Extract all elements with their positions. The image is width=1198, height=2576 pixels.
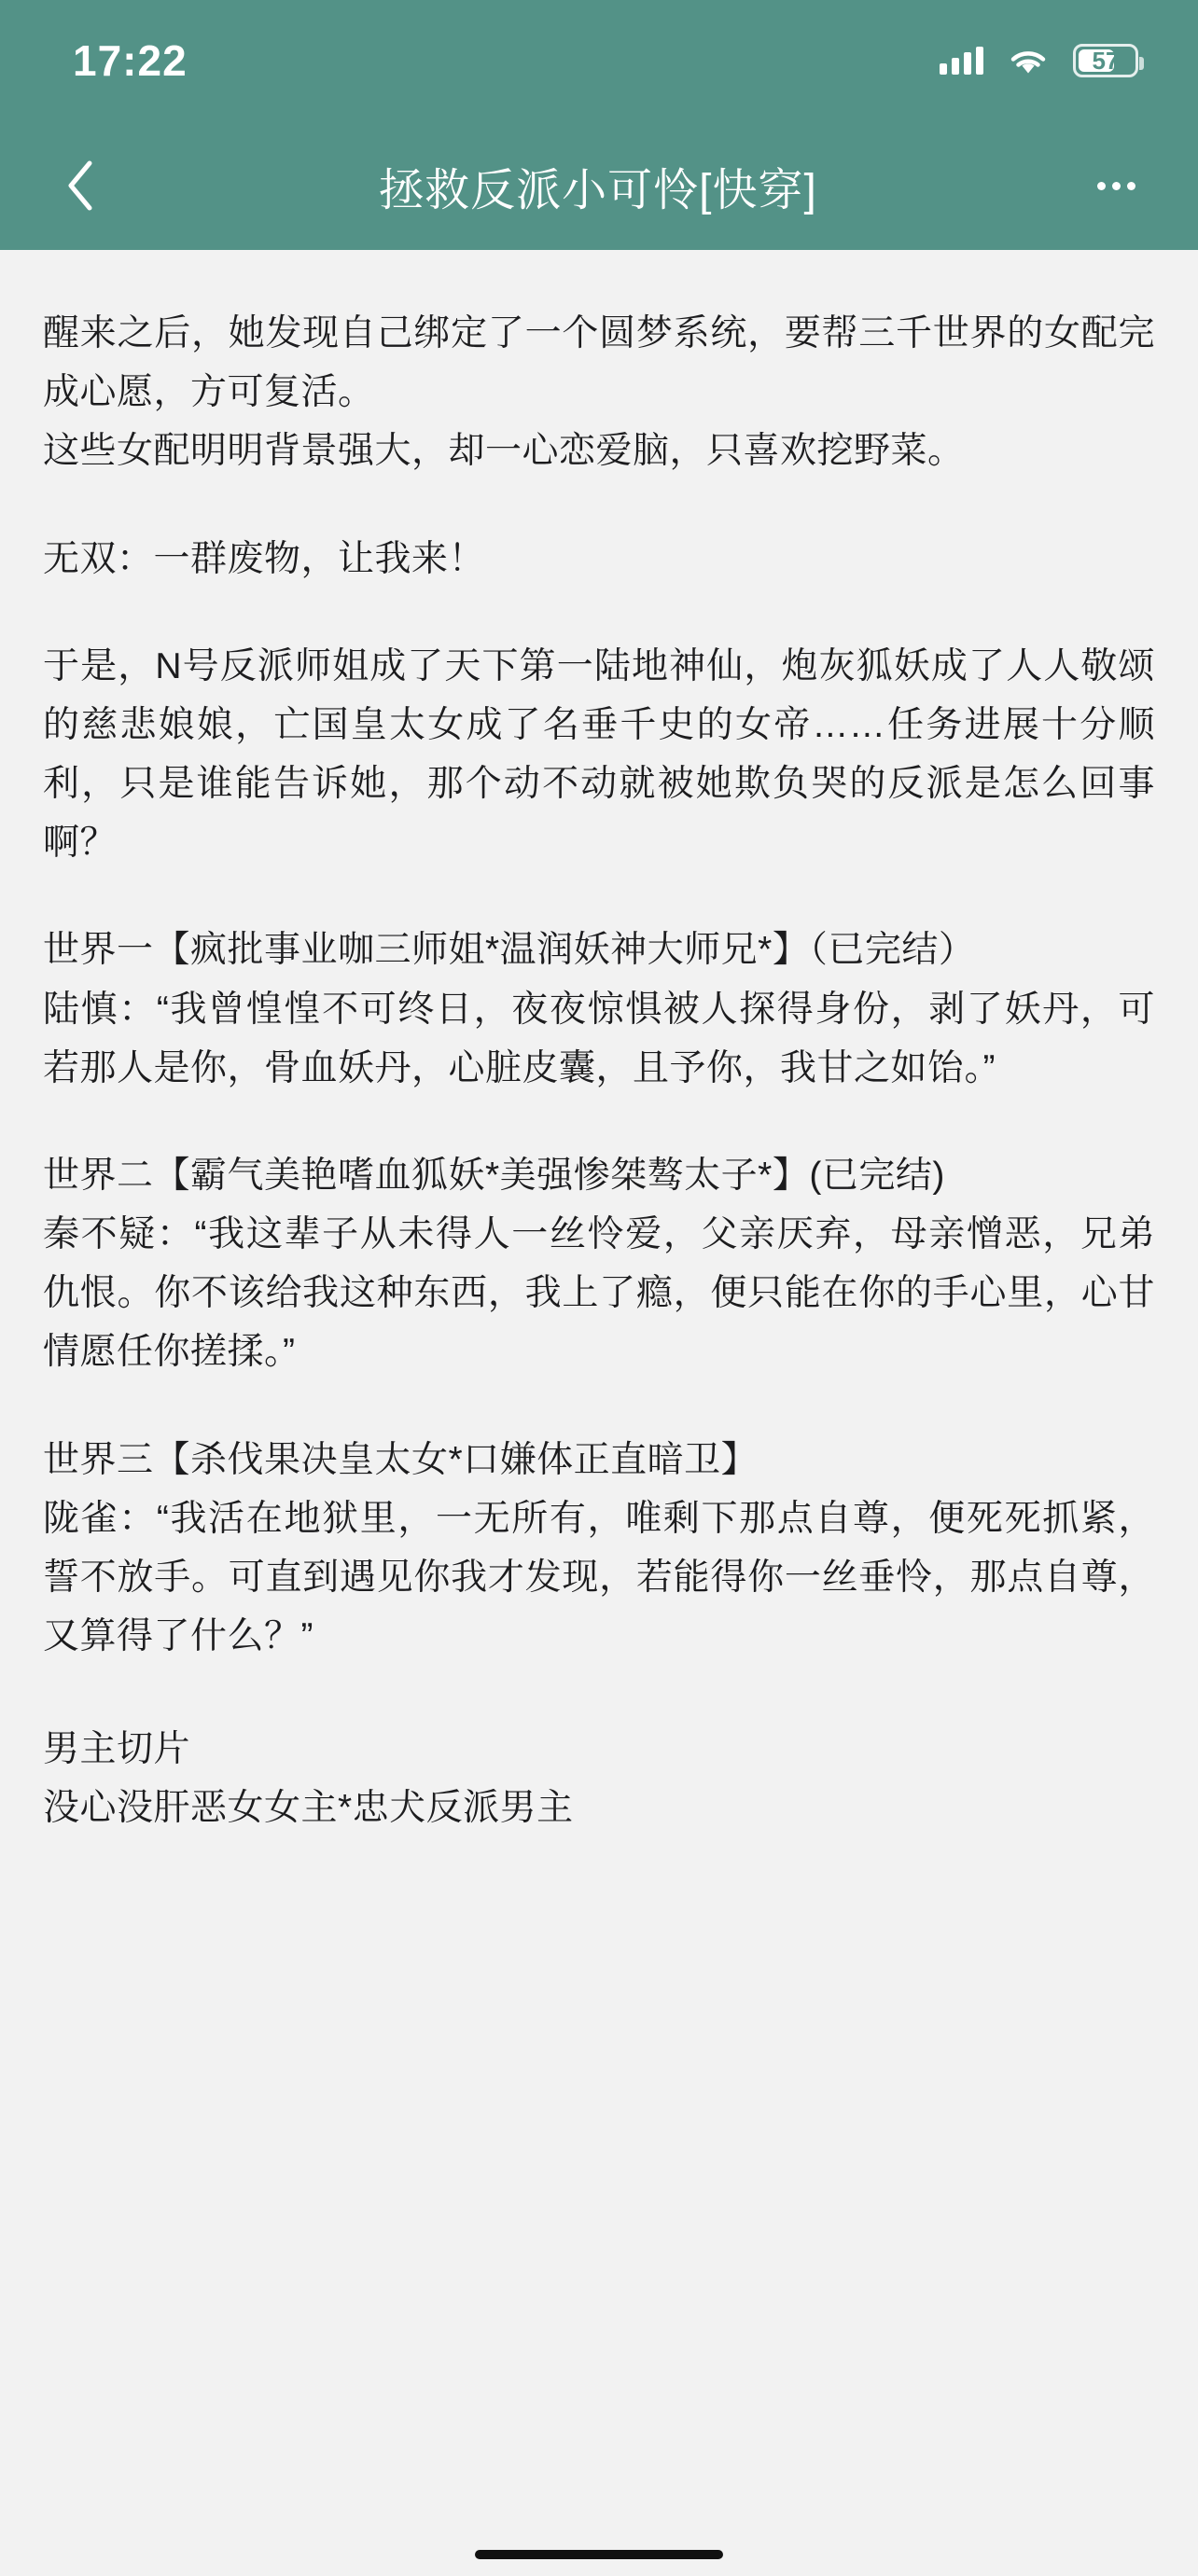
more-options-icon[interactable]	[1088, 158, 1144, 214]
paragraph: 于是，N号反派师姐成了天下第一陆地神仙，炮灰狐妖成了人人敬颂的慈悲娘娘，亡国皇太女成了名垂千史的女帝……任务进展十分顺利，只是谁能告诉她，那个动不动就被她欺负哭的反派是怎么回事啊？	[43, 645, 1155, 864]
paragraph: 这些女配明明背景强大，却一心恋爱脑，只喜欢挖野菜。	[43, 431, 965, 472]
home-indicator	[475, 2550, 723, 2559]
status-bar	[0, 0, 1198, 121]
paragraph: 秦不疑：“我这辈子从未得人一丝怜爱，父亲厌弃，母亲憎恶，兄弟仇恨。你不该给我这种东西，我上了瘾，便只能在你的手心里，心甘情愿任你搓揉。”	[43, 1214, 1155, 1373]
nav-bar	[0, 121, 1198, 250]
paragraph: 世界一【疯批事业咖三师姐*温润妖神大师兄*】（已完结）	[43, 930, 976, 971]
novel-description-body	[0, 250, 1198, 2576]
paragraph: 男主切片	[43, 1729, 191, 1770]
wifi-icon	[1008, 46, 1049, 76]
page-title: 拯救反派小可怜[快穿]	[379, 165, 817, 215]
battery-level: 57	[1092, 46, 1120, 75]
cellular-signal-icon	[940, 47, 983, 75]
chevron-left-icon[interactable]	[52, 158, 108, 214]
paragraph: 无双：一群废物，让我来！	[43, 538, 486, 579]
status-indicators	[940, 44, 1138, 77]
paragraph: 没心没肝恶女女主*忠犬反派男主	[43, 1788, 574, 1829]
battery-icon	[1073, 44, 1138, 77]
paragraph: 世界三【杀伐果决皇太女*口嫌体正直暗卫】	[43, 1439, 759, 1480]
paragraph: 醒来之后，她发现自己绑定了一个圆梦系统，要帮三千世界的女配完成心愿，方可复活。	[43, 313, 1155, 413]
paragraph: 世界二【霸气美艳嗜血狐妖*美强惨桀骜太子*】(已完结)	[43, 1155, 945, 1196]
status-time: 17:22	[73, 36, 188, 85]
paragraph: 陆慎：“我曾惶惶不可终日，夜夜惊惧被人探得身份，剥了妖丹，可若那人是你，骨血妖丹，心脏皮囊，且予你，我甘之如饴。”	[43, 989, 1155, 1088]
paragraph: 陇雀：“我活在地狱里，一无所有，唯剩下那点自尊，便死死抓紧，誓不放手。可直到遇见你我才发现，若能得你一丝垂怜，那点自尊，又算得了什么？”	[43, 1498, 1155, 1657]
